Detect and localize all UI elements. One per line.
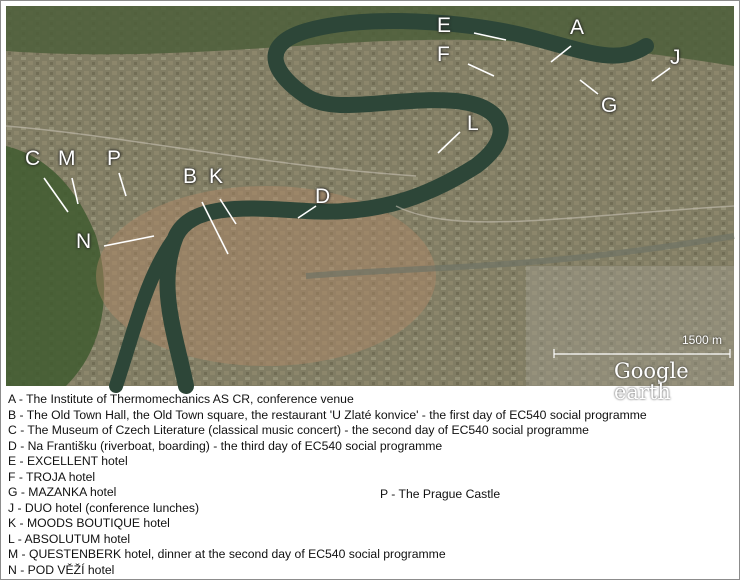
map-imagery (6, 6, 734, 386)
marker-n[interactable]: N (76, 230, 92, 253)
marker-g[interactable]: G (601, 94, 618, 117)
legend-item-d: D - Na Františku (riverboat, boarding) - the third day of EC540 social programme (8, 438, 443, 453)
legend-item-g: G - MAZANKA hotel (8, 485, 117, 499)
legend-item-a: A - The Institute of Thermomechanics AS CR, conference venue (8, 392, 354, 406)
legend-item-b: B - The Old Town Hall, the Old Town square, the restaurant 'U Zlaté konvice' - the first day of EC540 social programme (8, 407, 647, 422)
marker-d[interactable]: D (315, 185, 331, 208)
legend-item-n: N - POD VĚŽÍ hotel (8, 562, 115, 577)
marker-b[interactable]: B (183, 165, 198, 188)
legend-item-l: L - ABSOLUTUM hotel (8, 531, 131, 546)
marker-l[interactable]: L (467, 112, 479, 135)
legend-item-m: M - QUESTENBERK hotel, dinner at the second day of EC540 social programme (8, 547, 446, 561)
marker-e[interactable]: E (437, 14, 452, 37)
legend-item-f: F - TROJA hotel (8, 469, 96, 484)
legend-item-p: P - The Prague Castle (380, 487, 501, 501)
legend-item-c: C - The Museum of Czech Literature (classical music concert) - the second day of EC540 social programme (8, 423, 589, 437)
marker-f[interactable]: F (437, 43, 450, 66)
marker-a[interactable]: A (570, 16, 585, 39)
legend-item-e: E - EXCELLENT hotel (8, 454, 128, 468)
marker-k[interactable]: K (209, 165, 224, 188)
marker-m[interactable]: M (58, 147, 76, 170)
legend-item-k: K - MOODS BOUTIQUE hotel (8, 516, 170, 530)
marker-j[interactable]: J (670, 46, 681, 69)
marker-c[interactable]: C (25, 147, 41, 170)
legend (8, 393, 728, 575)
marker-p[interactable]: P (107, 147, 122, 170)
google-earth-logo: Google earth (614, 359, 689, 404)
scale-label: 1500 m (682, 333, 723, 347)
legend-item-j: J - DUO hotel (conference lunches) (8, 500, 200, 515)
